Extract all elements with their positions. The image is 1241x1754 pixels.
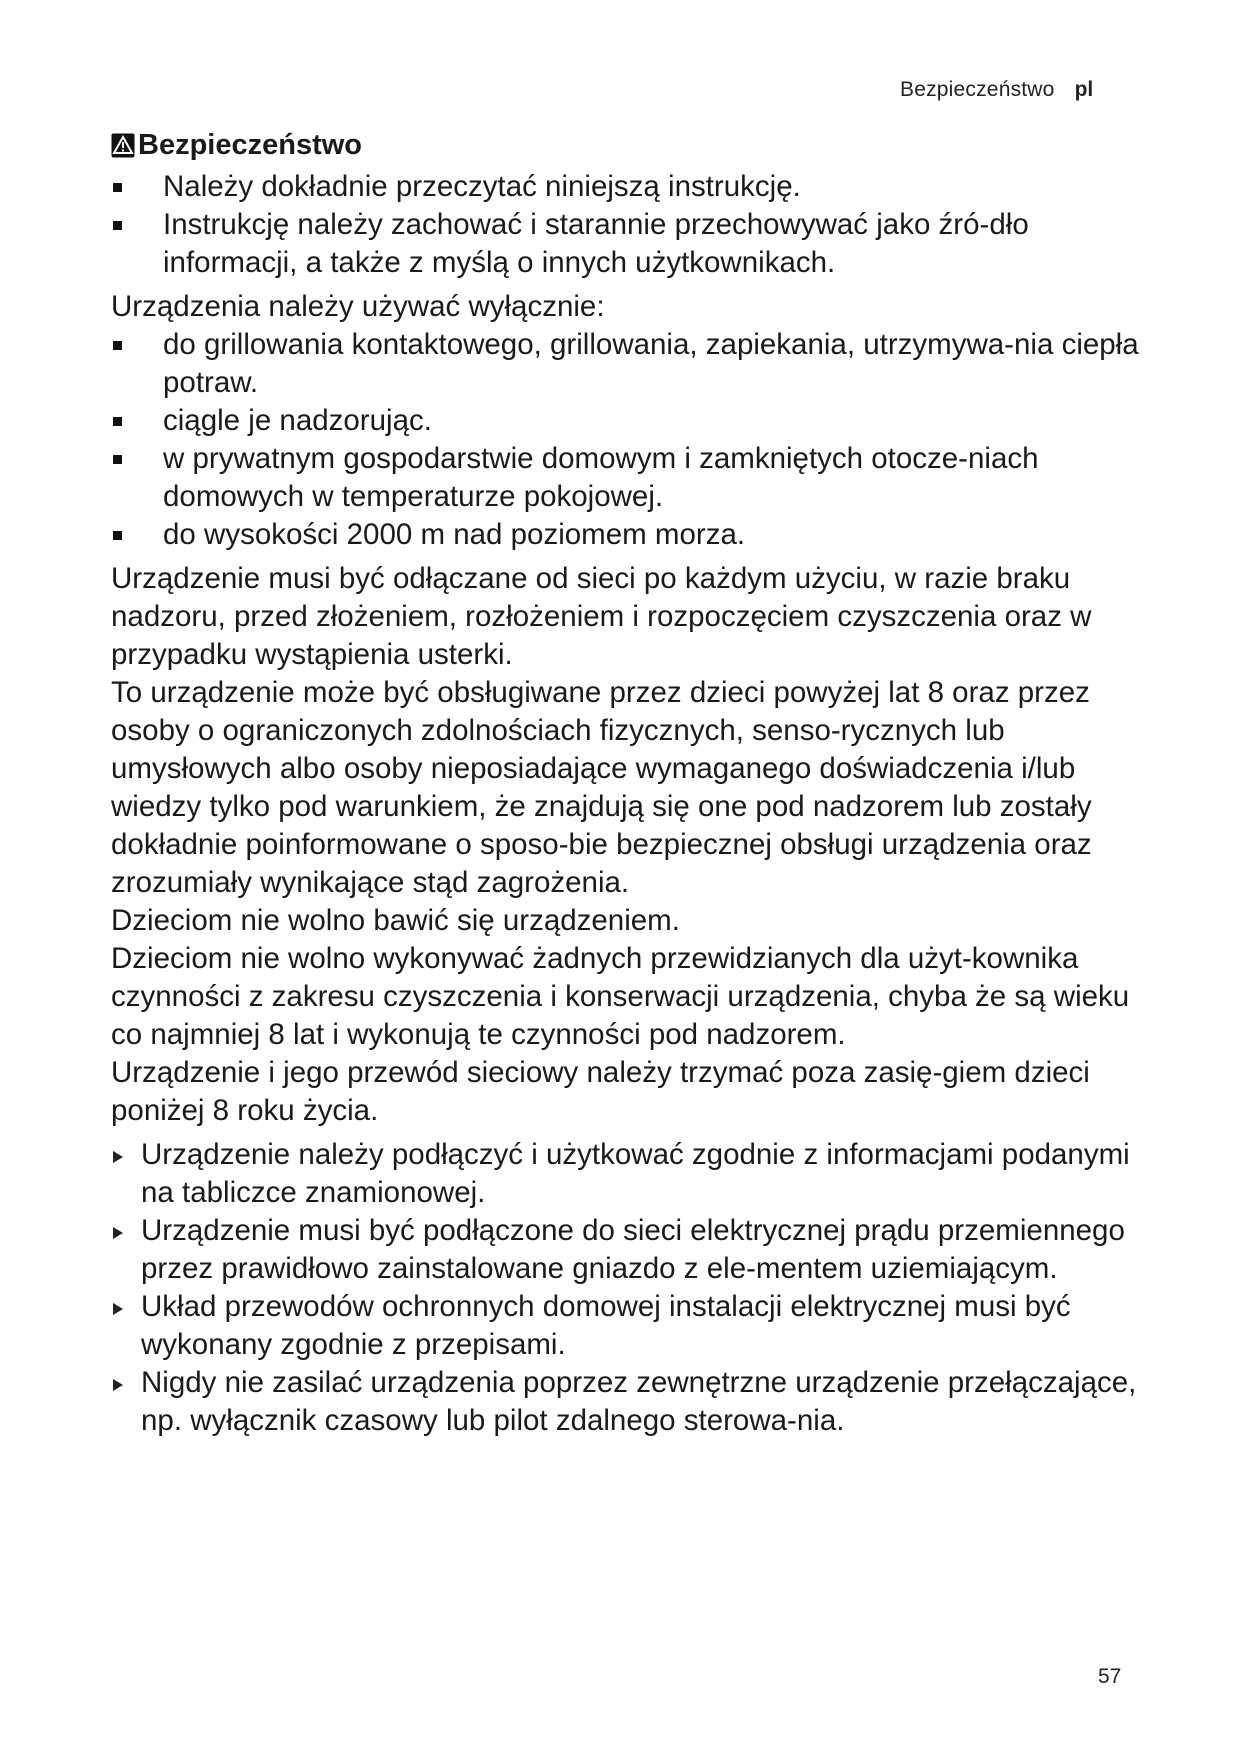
list-item xyxy=(111,1364,1151,1440)
paragraph: Dzieciom nie wolno wykonywać żadnych przewidzianych dla użyt-kownika czynności z zakresu czyszczenia i konserwacji urządzenia, chyba że są wieku co najmniej 8 lat i wykonują te czynności pod nadzorem. xyxy=(111,942,1130,1051)
arrow-bullet-icon xyxy=(113,1379,123,1391)
list-item-text: Urządzenie należy podłączyć i użytkować zgodnie z informacjami podanymi na tabliczce znamionowej. xyxy=(141,1138,1130,1209)
list-item-text: do grillowania kontaktowego, grillowania, zapiekania, utrzymywa-nia ciepła potraw. xyxy=(163,328,1139,399)
arrow-bullet-icon xyxy=(113,1227,123,1239)
list-item-text: Nigdy nie zasilać urządzenia poprzez zewnętrzne urządzenie przełączające, np. wyłącznik czasowy lub pilot zdalnego sterowa-nia. xyxy=(141,1366,1137,1437)
list-item-text: Układ przewodów ochronnych domowej instalacji elektrycznej musi być wykonany zgodnie z przepisami. xyxy=(141,1290,1071,1361)
usage-heading: Urządzenia należy używać wyłącznie: xyxy=(111,290,605,323)
list-item-text: ciągle je nadzorując. xyxy=(163,404,432,437)
paragraph: Urządzenie i jego przewód sieciowy należy trzymać poza zasię-giem dzieci poniżej 8 roku życia. xyxy=(111,1056,1090,1127)
square-bullet-icon xyxy=(113,455,122,464)
list-item xyxy=(111,168,1151,206)
arrow-bullet-icon xyxy=(113,1303,123,1315)
square-bullet-icon xyxy=(113,221,122,230)
square-bullet-icon xyxy=(113,183,122,192)
list-item xyxy=(111,206,1151,282)
warning-triangle-icon xyxy=(111,133,135,158)
arrow-bullet-icon xyxy=(113,1151,123,1163)
list-item xyxy=(111,1212,1151,1288)
square-bullet-icon xyxy=(113,531,122,540)
square-bullet-icon xyxy=(113,417,122,426)
list-item xyxy=(111,516,1151,554)
list-item xyxy=(111,440,1151,516)
running-header xyxy=(900,78,1093,102)
square-bullet-icon xyxy=(113,341,122,350)
intro-list xyxy=(111,168,1151,282)
list-item xyxy=(111,1136,1151,1212)
running-header-language: pl xyxy=(1074,78,1094,101)
paragraph: To urządzenie może być obsługiwane przez dzieci powyżej lat 8 oraz przez osoby o ograniczonych zdolnościach fizycznych, senso-rycznych lub umysłowych albo osoby nieposiadające wymaganego doświadczenia i/lub wiedzy tylko pod warunkiem, że znajdują się one pod nadzorem lub zostały dokładnie poinformowane o sposo-bie bezpiecznej obsługi urządzenia oraz zrozumiały wynikające stąd zagrożenia. xyxy=(111,676,1092,899)
page-content xyxy=(111,128,1151,1440)
section-title-text: Bezpieczeństwo xyxy=(138,129,362,161)
running-header-section: Bezpieczeństwo xyxy=(900,78,1055,101)
list-item-text: Urządzenie musi być podłączone do sieci elektrycznej prądu przemiennego przez prawidłowo zainstalowane gniazdo z ele-mentem uziemiającym. xyxy=(141,1214,1125,1285)
list-item xyxy=(111,402,1151,440)
list-item-text: Należy dokładnie przeczytać niniejszą instrukcję. xyxy=(163,170,801,203)
instruction-list xyxy=(111,1136,1151,1440)
list-item xyxy=(111,326,1151,402)
list-item xyxy=(111,1288,1151,1364)
paragraph: Dzieciom nie wolno bawić się urządzeniem. xyxy=(111,904,680,937)
paragraph: Urządzenie musi być odłączane od sieci po każdym użyciu, w razie braku nadzoru, przed złożeniem, rozłożeniem i rozpoczęciem czyszczenia oraz w przypadku wystąpienia usterki. xyxy=(111,562,1092,671)
section-title xyxy=(111,128,1151,162)
list-item-text: w prywatnym gospodarstwie domowym i zamkniętych otocze-niach domowych w temperaturze pokojowej. xyxy=(163,442,1039,513)
page-number: 57 xyxy=(1098,1665,1122,1688)
list-item-text: Instrukcję należy zachować i starannie przechowywać jako źró-dło informacji, a także z myślą o innych użytkownikach. xyxy=(163,208,1029,279)
usage-list xyxy=(111,326,1151,554)
list-item-text: do wysokości 2000 m nad poziomem morza. xyxy=(163,518,746,551)
